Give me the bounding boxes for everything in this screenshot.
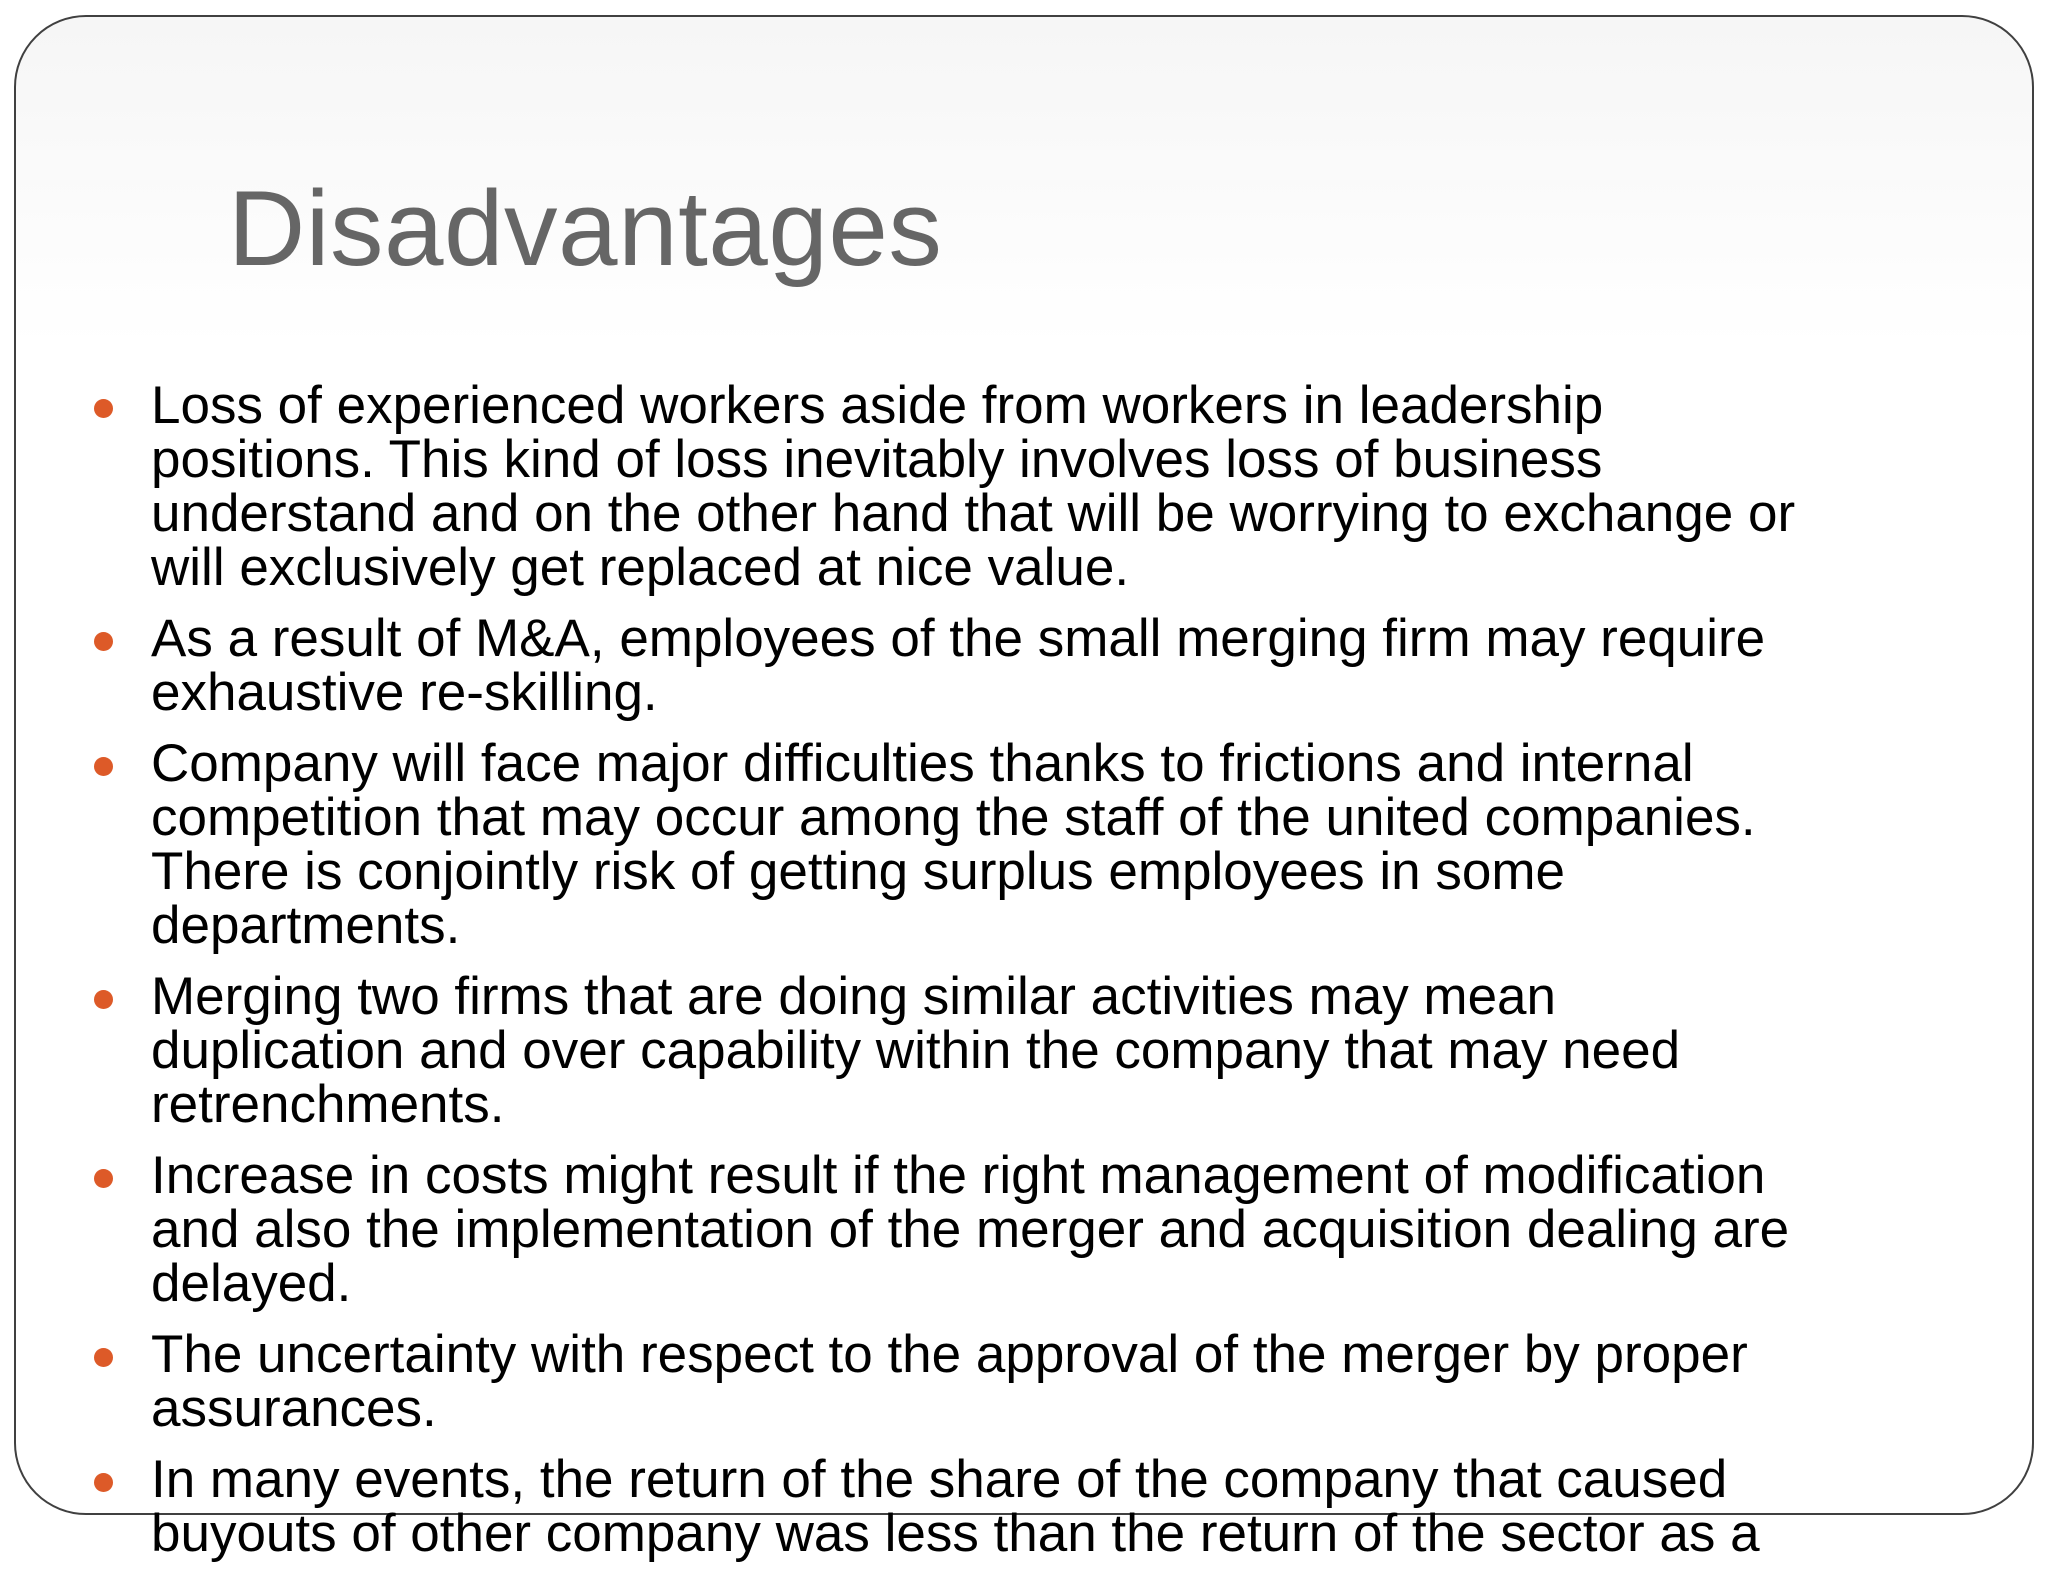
- bullet-line: positions. This kind of loss inevitably involves loss of business: [151, 430, 1603, 489]
- bullet-item: [16, 609, 2036, 722]
- slide-title: Disadvantages: [228, 168, 943, 288]
- bullet-line: will exclusively get replaced at nice value.: [151, 538, 1130, 597]
- bullet-dot-icon: [94, 1473, 113, 1492]
- bullet-dot-icon: [94, 399, 113, 418]
- bullet-dot-icon: [94, 632, 113, 651]
- bullet-item: [16, 1146, 2036, 1313]
- bullet-line: As a result of M&A, employees of the small merging firm may require: [151, 609, 1766, 668]
- bullet-line: departments.: [151, 896, 461, 955]
- bullet-line: retrenchments.: [151, 1075, 505, 1134]
- bullet-line: Merging two firms that are doing similar activities may mean: [151, 967, 1556, 1026]
- bullet-line: assurances.: [151, 1379, 437, 1438]
- bullet-line: In many events, the return of the share of the company that caused: [151, 1450, 1728, 1509]
- bullet-line: Loss of experienced workers aside from workers in leadership: [151, 376, 1604, 435]
- bullet-line: Company will face major difficulties thanks to frictions and internal: [151, 734, 1694, 793]
- bullet-line: understand and on the other hand that will be worrying to exchange or: [151, 484, 1796, 543]
- bullet-item: [16, 1325, 2036, 1438]
- bullet-dot-icon: [94, 757, 113, 776]
- bullet-item: [16, 1450, 2036, 1563]
- bullet-dot-icon: [94, 1348, 113, 1367]
- bullet-line: There is conjointly risk of getting surplus employees in some: [151, 842, 1565, 901]
- bullet-dot-icon: [94, 990, 113, 1009]
- bullet-line: competition that may occur among the staff of the united companies.: [151, 788, 1756, 847]
- bullet-line: duplication and over capability within the company that may need: [151, 1021, 1681, 1080]
- bullet-dot-icon: [94, 1169, 113, 1188]
- bullet-line: Increase in costs might result if the right management of modification: [151, 1146, 1766, 1205]
- bullet-line: buyouts of other company was less than the return of the sector as a: [151, 1504, 1760, 1563]
- bullet-line: delayed.: [151, 1254, 352, 1313]
- bullet-line: and also the implementation of the merger and acquisition dealing are: [151, 1200, 1790, 1259]
- bullet-list: [16, 376, 2036, 1578]
- bullet-item: [16, 376, 2036, 597]
- bullet-item: [16, 734, 2036, 955]
- bullet-line: exhaustive re-skilling.: [151, 663, 658, 722]
- slide-frame: [14, 15, 2034, 1563]
- bullet-line: The uncertainty with respect to the approval of the merger by proper: [151, 1325, 1748, 1384]
- bullet-item: [16, 967, 2036, 1134]
